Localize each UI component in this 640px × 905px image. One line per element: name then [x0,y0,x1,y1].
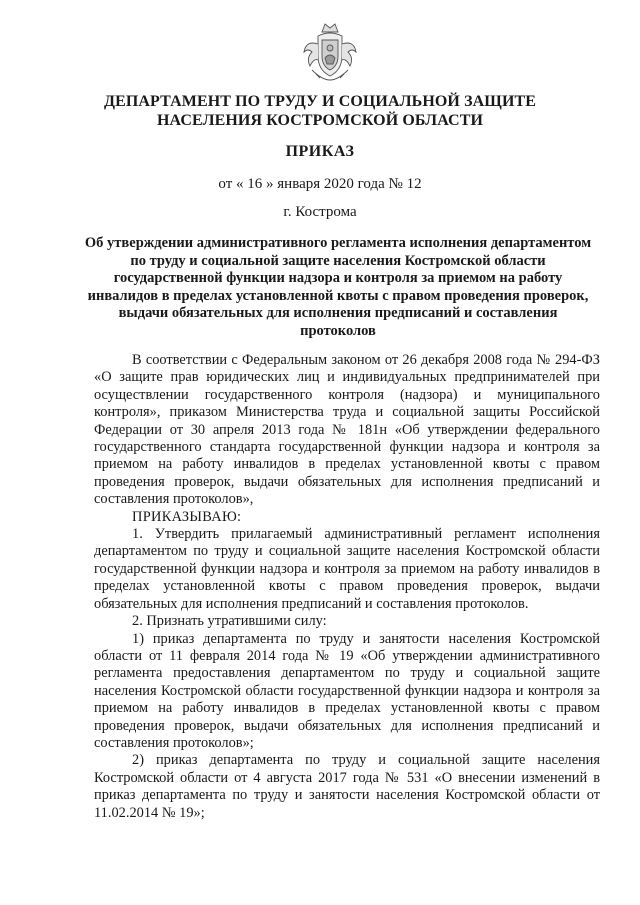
coat-of-arms-icon [298,18,362,86]
order-date: от « 16 » января 2020 года № 12 [218,176,422,192]
order-body [94,352,600,822]
preamble-paragraph: В соответствии с Федеральным законом от 26 декабря 2008 года № 294-ФЗ «О защите прав юридических лиц и индивидуальных предпринимателей при осуществлении государственного контроля (надзора) и муниципального контроля», приказом Министерства труда и социальной защиты Российской Федерации от 30 апреля 2013 года № 181н «Об утверждении федерального государственного стандарта государственной функции надзора и контроля за приемом на работу инвалидов в пределах установленной квоты с правом проведения проверок, выдачи обязательных для исполнения предписаний и составления протоколов», [94,352,600,508]
item-2-1: 1) приказ департамента по труду и занятости населения Костромской области от 11 февраля 2014 года № 19 «Об утверждении административного регламента предоставления департаментом по труду и социальной защите населения Костромской области государственной функции надзора и контроля за приемом на работу инвалидов в пределах установленной квоты с правом проведения проверок, выдачи обязательных для исполнения предписаний и составления протоколов»; [94,630,600,751]
department-name [100,92,540,130]
city: г. Кострома [283,204,357,220]
item-2: 2. Признать утратившими силу: [132,613,327,630]
department-line-2: НАСЕЛЕНИЯ КОСТРОМСКОЙ ОБЛАСТИ [156,112,484,129]
command-line: ПРИКАЗЫВАЮ: [132,508,242,525]
department-line-1: ДЕПАРТАМЕНТ ПО ТРУДУ И СОЦИАЛЬНОЙ ЗАЩИТЕ [103,93,537,110]
order-subject: Об утверждении административного регламента исполнения департаментом по труду и социальной защите населения Костромской области государственной функции надзора и контроля за приемом на работу инвалидов в пределах установленной квоты с правом проведения проверок, выдачи обязательных для исполнения предписаний и составления протоколов [84,235,592,339]
order-title: ПРИКАЗ [285,143,355,160]
item-2-2: 2) приказ департамента по труду и социальной защите населения Костромской области от 4 августа 2017 года № 531 «О внесении изменений в приказ департамента по труду и занятости населения Костромской области от 11.02.2014 № 19»; [94,752,600,821]
item-1: 1. Утвердить прилагаемый административный регламент исполнения департаментом по труду и социальной защите населения Костромской области государственной функции надзора и контроля за приемом на работу инвалидов в пределах установленной квоты с правом проведения проверок, выдачи обязательных для исполнения предписаний и составления протоколов. [94,526,600,612]
